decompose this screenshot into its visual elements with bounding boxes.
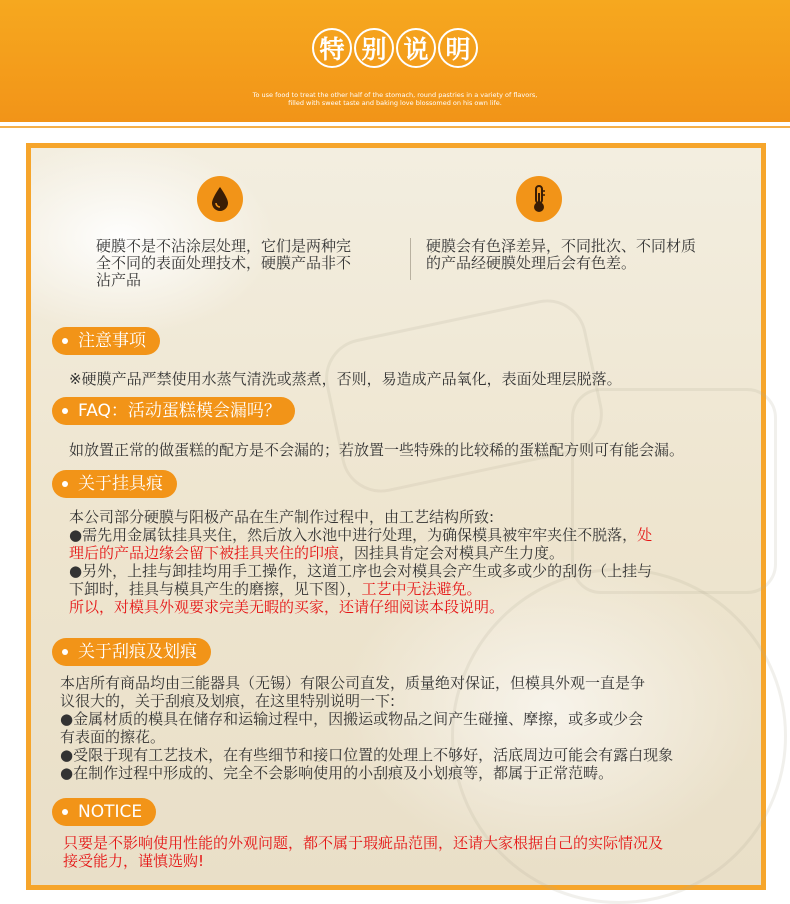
feature-line: 全不同的表面处理技术，硬膜产品非不	[96, 254, 352, 272]
paragraph-line: 本公司部分硬膜与阳极产品在生产制作过程中，由工艺结构所致:	[69, 508, 495, 526]
header-subtitle	[0, 91, 790, 107]
section-tag-label: NOTICE	[78, 802, 143, 822]
section-tag-scratches	[52, 638, 211, 666]
title-char: 别	[354, 28, 394, 68]
feature-text-hard-coating	[96, 238, 351, 289]
paragraph-line: 议很大的，关于刮痕及划痕，在这里特别说明一下:	[60, 692, 396, 710]
feature-divider	[410, 238, 411, 280]
oil-drop-icon	[197, 176, 243, 222]
subtitle-line-1: To use food to treat the other half of the stomach, round pastries in a variety of flavors,	[252, 91, 538, 99]
feature-line: 沾产品	[96, 271, 142, 289]
text-span: ，因挂具肯定会对模具产生力度。	[339, 544, 565, 562]
paragraph-line	[69, 526, 652, 544]
paragraph-line: ●另外，上挂与卸挂均用手工操作，这道工序也会对模具会产生或多或少的刮伤（上挂与	[69, 562, 653, 580]
bullet-dot	[62, 481, 68, 487]
section-tag-label: 关于挂具痕	[78, 474, 163, 494]
title-char: 说	[396, 28, 436, 68]
header-banner	[0, 0, 790, 126]
paragraph-line	[69, 544, 652, 562]
title-char: 明	[438, 28, 478, 68]
paragraph-line: 接受能力，谨慎选购!	[63, 852, 205, 870]
text-span: 下卸时，挂具与模具产生的磨擦，见下图），	[69, 580, 362, 598]
section-tag-label: FAQ：活动蛋糕模会漏吗？	[78, 401, 281, 421]
section-tag-label: 注意事项	[78, 331, 146, 351]
section-tag-notice-final	[52, 798, 156, 826]
warning-text: 理后的产品边缘会留下被挂具夹住的印痕	[69, 544, 340, 562]
text-span: ●需先用金属钛挂具夹住，然后放入水池中进行处理，为确保模具被牢牢夹住不脱落，	[69, 526, 638, 544]
page-title	[0, 28, 790, 68]
bullet-dot	[62, 408, 68, 414]
paragraph-line: ●受限于现有工艺技术，在有些细节和接口位置的处理上不够好，活底周边可能会有露白现象	[60, 746, 674, 764]
feature-line: 硬膜会有色泽差异，不同批次、不同材质	[426, 237, 697, 255]
warning-text: 处	[637, 526, 653, 544]
feature-text-color-difference	[426, 238, 696, 272]
notice-text: ※硬膜产品严禁使用水蒸气清洗或蒸煮，否则，易造成产品氧化，表面处理层脱落。	[69, 370, 622, 388]
paragraph-line	[69, 580, 652, 598]
section-tag-faq	[52, 397, 295, 425]
bullet-dot	[62, 338, 68, 344]
bullet-dot	[62, 649, 68, 655]
feature-line: 的产品经硬膜处理后会有色差。	[426, 254, 637, 272]
bullet-dot	[62, 809, 68, 815]
subtitle-line-2: filled with sweet taste and baking love blossomed on his own life.	[288, 99, 502, 107]
paragraph-line: 本店所有商品均由三能器具（无锡）有限公司直发，质量绝对保证，但模具外观一直是争	[60, 674, 646, 692]
paragraph-line: ●在制作过程中形成的、完全不会影响使用的小刮痕及小划痕等，都属于正常范畴。	[60, 764, 614, 782]
section-tag-notice	[52, 327, 160, 355]
section-tag-hanger-marks	[52, 470, 177, 498]
section-tag-label: 关于刮痕及划痕	[78, 642, 197, 662]
thermometer-icon	[516, 176, 562, 222]
warning-text: 工艺中无法避免。	[361, 580, 482, 598]
paragraph-line: 只要是不影响使用性能的外观问题，都不属于瑕疵品范围，还请大家根据自己的实际情况及	[63, 834, 664, 852]
content-panel	[26, 143, 766, 890]
scratches-text	[60, 674, 673, 782]
faq-text: 如放置正常的做蛋糕的配方是不会漏的；若放置一些特殊的比较稀的蛋糕配方则可有能会漏。	[69, 441, 685, 459]
paragraph-line: ●金属材质的模具在储存和运输过程中，因搬运或物品之间产生碰撞、摩擦，或多或少会	[60, 710, 644, 728]
paragraph-line: 有表面的擦花。	[60, 728, 166, 746]
feature-line: 硬膜不是不沾涂层处理，它们是两种完	[96, 237, 352, 255]
final-notice-text	[63, 834, 663, 870]
warning-text: 所以，对模具外观要求完美无暇的买家，还请仔细阅读本段说明。	[69, 598, 505, 616]
hanger-marks-text	[69, 508, 652, 616]
title-char: 特	[312, 28, 352, 68]
